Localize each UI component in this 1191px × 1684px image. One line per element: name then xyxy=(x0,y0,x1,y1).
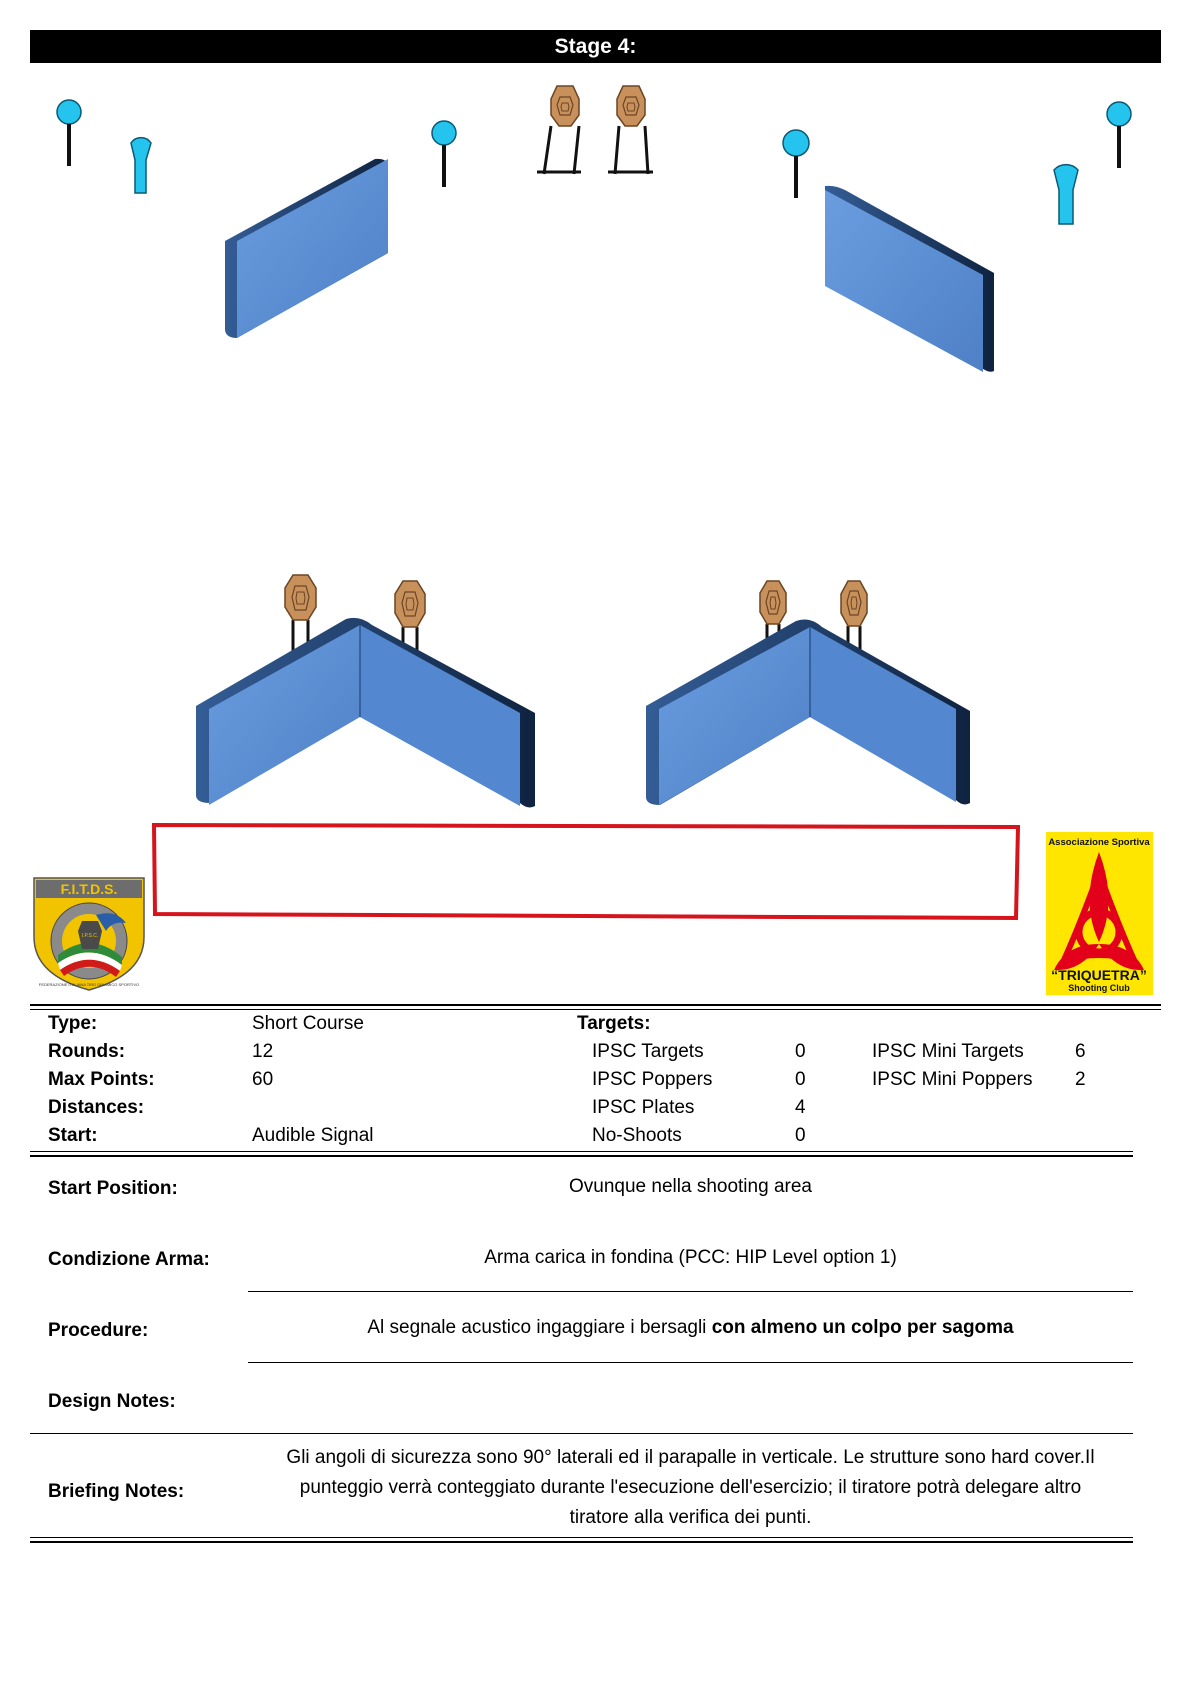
type-value: Short Course xyxy=(252,1013,364,1034)
mini-targets-label: IPSC Mini Targets xyxy=(872,1041,1024,1062)
steel-plate xyxy=(432,121,456,187)
ipsc-poppers-label: IPSC Poppers xyxy=(592,1069,713,1090)
stage-diagram xyxy=(0,64,1191,934)
design-notes-label: Design Notes: xyxy=(48,1391,176,1412)
design-notes-rule xyxy=(30,1433,1133,1434)
procedure-value xyxy=(248,1313,1133,1343)
mini-popper xyxy=(1054,165,1078,224)
condizione-arma-value: Arma carica in fondina (PCC: HIP Level option 1) xyxy=(484,1247,897,1268)
mini-targets-value: 6 xyxy=(1075,1041,1086,1062)
fitds-logo xyxy=(30,875,148,993)
summary-rule xyxy=(30,1155,1133,1157)
triquetra-top-text: Associazione Sportiva xyxy=(1048,837,1150,848)
max-points-label: Max Points: xyxy=(48,1069,155,1090)
condizione-arma-label: Condizione Arma: xyxy=(48,1249,210,1270)
briefing-line: Gli angoli di sicurezza sono 90° laterali ed il parapalle in verticale. Le strutture sono hard cover.Il xyxy=(286,1447,1095,1468)
mini-target xyxy=(537,86,581,174)
fitds-acronym: F.I.T.D.S. xyxy=(60,881,118,897)
mini-popper xyxy=(131,138,151,193)
wall-upper-right xyxy=(825,186,994,372)
start-position-label: Start Position: xyxy=(48,1178,178,1199)
shooting-area-fault-line xyxy=(154,825,1018,918)
procedure-label: Procedure: xyxy=(48,1320,149,1341)
rounds-value: 12 xyxy=(252,1041,274,1062)
briefing-notes-label: Briefing Notes: xyxy=(48,1481,185,1502)
max-points-value: 60 xyxy=(252,1069,274,1090)
mini-target xyxy=(608,86,653,174)
wall-v-left xyxy=(196,618,535,808)
condizione-rule xyxy=(248,1291,1133,1292)
stage-title-bar xyxy=(30,30,1161,63)
wall-v-right xyxy=(646,619,970,805)
triquetra-subtitle: Shooting Club xyxy=(1068,983,1130,993)
procedure-rule xyxy=(248,1362,1133,1363)
start-position-value: Ovunque nella shooting area xyxy=(569,1176,812,1197)
triquetra-logo xyxy=(1046,832,1153,995)
no-shoots-value: 0 xyxy=(795,1125,806,1146)
triquetra-name: “TRIQUETRA” xyxy=(1051,967,1147,983)
steel-plate xyxy=(57,100,81,166)
ipsc-targets-label: IPSC Targets xyxy=(592,1041,704,1062)
table-bottom-rule xyxy=(30,1537,1133,1538)
table-bottom-rule xyxy=(30,1541,1133,1543)
no-shoots-label: No-Shoots xyxy=(592,1125,682,1146)
ipsc-plates-value: 4 xyxy=(795,1097,806,1118)
steel-plate xyxy=(783,130,809,198)
fitds-ring-text: FEDERAZIONE ITALIANA TIRO DINAMICO SPORTIVO xyxy=(38,982,140,987)
ipsc-targets-value: 0 xyxy=(795,1041,806,1062)
ipsc-plates-label: IPSC Plates xyxy=(592,1097,695,1118)
procedure-text: Al segnale acustico ingaggiare i bersagli xyxy=(367,1317,712,1338)
fitds-inner-text: I.P.S.C. xyxy=(81,933,99,939)
steel-plate xyxy=(1107,102,1131,168)
mini-poppers-label: IPSC Mini Poppers xyxy=(872,1069,1033,1090)
briefing-notes-value xyxy=(248,1443,1133,1533)
wall-upper-left xyxy=(225,159,388,338)
mini-poppers-value: 2 xyxy=(1075,1069,1086,1090)
ipsc-poppers-value: 0 xyxy=(795,1069,806,1090)
distances-label: Distances: xyxy=(48,1097,145,1118)
briefing-line: punteggio verrà conteggiato durante l'esecuzione dell'esercizio; il tiratore potrà delegare altro xyxy=(299,1477,1082,1498)
procedure-emphasis: con almeno un colpo per sagoma xyxy=(711,1317,1014,1338)
start-value: Audible Signal xyxy=(252,1125,374,1146)
start-label: Start: xyxy=(48,1125,98,1146)
type-label: Type: xyxy=(48,1013,98,1034)
rounds-label: Rounds: xyxy=(48,1041,126,1062)
table-top-rule xyxy=(30,1004,1161,1006)
targets-label: Targets: xyxy=(577,1013,651,1034)
stage-title: Stage 4: xyxy=(554,34,637,58)
summary-rule xyxy=(30,1151,1133,1152)
briefing-line: tiratore alla verifica dei punti. xyxy=(569,1507,812,1528)
